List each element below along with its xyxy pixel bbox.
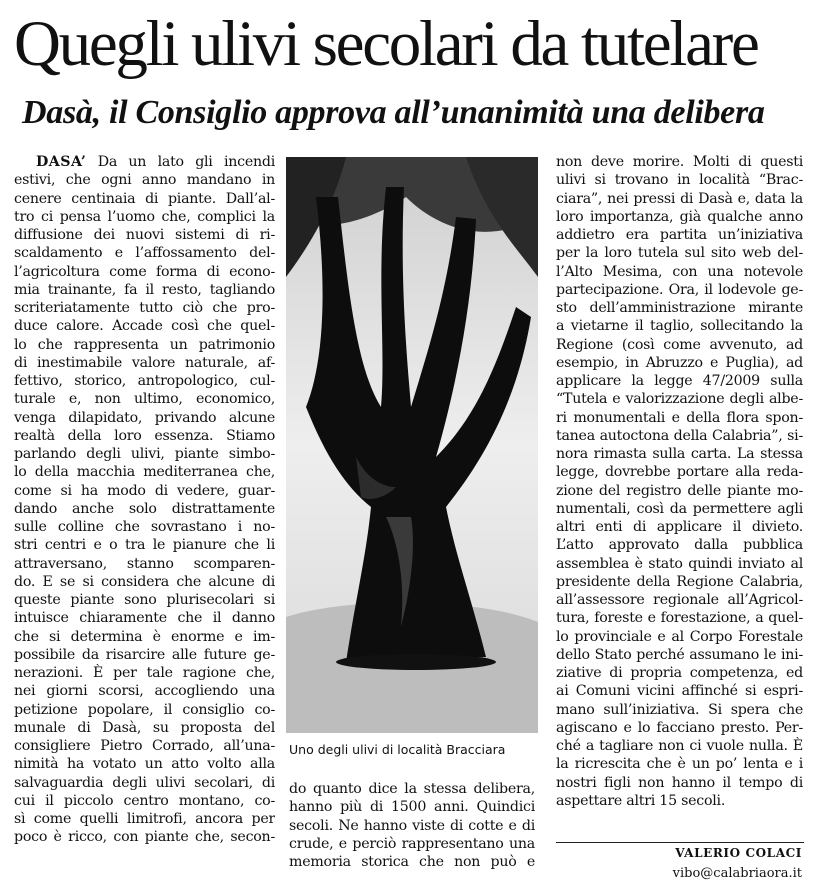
text-line: altri enti di applicare il divieto. (556, 519, 803, 535)
text-line: secoli. Ne hanno viste di cotte e di (289, 817, 535, 834)
text-line: nei giorni scorsi, accogliendo una (14, 683, 275, 700)
text-line: ciara”, nei pressi di Dasà e, data la (556, 190, 803, 207)
text-line: sto dell’amministrazione mirante (556, 300, 803, 316)
text-line: esempio, in Abruzzo e Puglia), ad (556, 354, 803, 371)
text-line: nimità ha votato un atto volto alla (14, 756, 275, 773)
text-line: per la loro tutela sul sito web del- (556, 245, 803, 262)
text-line: dello Stato perché assumano le ini- (556, 646, 803, 663)
text-line: dando anche solo distrattamente (14, 500, 275, 517)
author-email: vibo@calabriaora.it (672, 866, 802, 881)
text-line: tura, foreste e forestazione, a quel- (556, 610, 803, 627)
text-line: lo della macchia mediterranea che, (14, 464, 275, 481)
text-line: L’atto approvato dalla pubblica (556, 537, 803, 554)
text-line: Regione (così come avvenuto, ad (556, 336, 803, 353)
text-line: non deve morire. Molti di questi (556, 154, 803, 170)
text-line: scaldamento e l’affossamento del- (14, 245, 275, 262)
text-line: parlando degli ulivi, piante simbo- (14, 446, 275, 462)
text-line: mia trainante, fa il resto, tagliando (14, 281, 275, 298)
text-line: presidente della Regione Calabria, (556, 573, 803, 590)
text-line: cenere centinaia di piante. Dall’al- (14, 190, 275, 207)
text-line: realtà della loro essenza. Stiamo (14, 427, 275, 444)
byline-divider (556, 842, 804, 843)
text-line: mano sull’iniziativa. Si spera che (556, 701, 803, 718)
olive-tree-photo (286, 157, 538, 733)
text-line: applicare la legge 47/2009 sulla (556, 373, 803, 389)
text-line: cui il piccolo centro montano, co- (14, 792, 275, 809)
text-line: consigliere Pietro Corrado, all’una- (14, 738, 275, 754)
text-line: loro importanza, già qualche anno (556, 208, 803, 225)
text-line: salvaguardia degli ulivi secolari, di (14, 774, 275, 791)
text-line: ché a tagliare non ci vuole nulla. È (556, 738, 803, 754)
author-byline: VALERIO COLACI (675, 846, 802, 860)
text-line: duce calore. Accade così che quel- (14, 318, 275, 335)
text-line: turale e, non ultimo, economico, (14, 391, 275, 408)
text-line: tro ci pensa l’uomo che, complici la (14, 208, 275, 225)
text-line: possibile da risarcire alle future ge- (14, 646, 275, 663)
headline: Quegli ulivi secolari da tutelare (14, 8, 758, 80)
text-line: munale di Dasà, su proposta del (14, 719, 275, 736)
text-line: ziative di propria competenza, ed (556, 665, 803, 681)
text-line: estivi, che ogni anno mandano in (14, 172, 275, 189)
text-line: legge, dovrebbe portare alla reda- (556, 464, 803, 481)
text-line: all’assessore regionale all’Agricol- (556, 592, 803, 608)
text-line: do. E se si considera che alcune di (14, 573, 275, 590)
text-line: memoria storica che non può e (289, 854, 535, 870)
text-line: lo provinciale e al Corpo Forestale (556, 628, 803, 645)
text-line: di inestimabile valore naturale, af- (14, 354, 275, 371)
text-line: ri monumentali e della flora spon- (556, 409, 803, 426)
text-line: petizione popolare, il consiglio co- (14, 701, 275, 718)
text-line: ulivi si trovano in località “Brac- (556, 172, 803, 189)
article-column-1 (14, 153, 275, 847)
text-line: sulle colline che sovrastano i no- (14, 519, 275, 535)
text-line: “Tutela e valorizzazione degli albe- (556, 391, 803, 408)
text-line: partecipazione. Ora, il lodevole ge- (556, 281, 803, 298)
text-line: tanea autoctona della Calabria”, si- (556, 427, 803, 444)
text-line: crude, e perciò rappresentano una (289, 835, 535, 852)
text-line: venga dilapidato, privando alcune (14, 409, 275, 426)
text-line: addietro era partita un’iniziativa (556, 227, 803, 243)
text-line: fettivo, storico, antropologico, cul- (14, 373, 275, 389)
text-line: stri centri e o tra le pianure che li (14, 537, 275, 554)
text-line: attraversano, stanno scomparen- (14, 555, 275, 572)
text-line: DASA’ Da un lato gli incendi (36, 154, 275, 170)
text-line: zione del registro delle piante mo- (556, 482, 803, 499)
subheadline: Dasà, il Consiglio approva all’unanimità una delibera (22, 94, 765, 131)
text-line: do quanto dice la stessa delibera, (289, 781, 535, 797)
text-line: a vietarne il taglio, sollecitando la (556, 318, 803, 335)
text-line: hanno più di 1500 anni. Quindici (289, 799, 535, 816)
text-line: agiscano e lo facciano presto. Per- (556, 719, 803, 736)
text-line: l’Alto Mesima, con una notevole (556, 263, 803, 280)
photo-caption: Uno degli ulivi di località Bracciara (289, 742, 506, 757)
text-line: numentali, così da permettere agli (556, 500, 803, 517)
text-line: l’agricoltura come forma di econo- (14, 263, 275, 280)
article-column-2 (289, 780, 535, 871)
text-line: nora rimasta sulla carta. La stessa (556, 446, 803, 462)
text-line: che si determina è enorme e im- (14, 628, 275, 645)
article-column-3 (556, 153, 803, 810)
text-line: assemblea è stato quindi inviato al (556, 555, 803, 572)
text-line: nerazioni. È per tale ragione che, (14, 665, 275, 681)
text-line: lo che rappresenta un patrimonio (14, 336, 275, 353)
text-line: intuisce chiaramente che il danno (14, 610, 275, 627)
text-line: scriteriatamente tutto ciò che pro- (14, 300, 275, 316)
text-line: ai Comuni vicini affinché si espri- (556, 683, 803, 700)
text-line: aspettare altri 15 secoli. (556, 792, 726, 809)
text-line: diffusione dei nuovi sistemi di ri- (14, 227, 275, 243)
text-line: poco è ricco, con piante che, secon- (14, 829, 275, 846)
text-line: la ricrescita che è un po’ lenta e i (556, 756, 803, 773)
text-line: queste piante sono plurisecolari si (14, 592, 275, 608)
dropcap-location: DASA’ (36, 154, 87, 170)
text-line: nostri figli non hanno il tempo di (556, 774, 803, 791)
olive-tree-icon (286, 157, 538, 733)
text-line: sì come quelli limitrofi, ancora per (14, 811, 275, 827)
text-line: come si ha modo di vedere, guar- (14, 482, 275, 499)
